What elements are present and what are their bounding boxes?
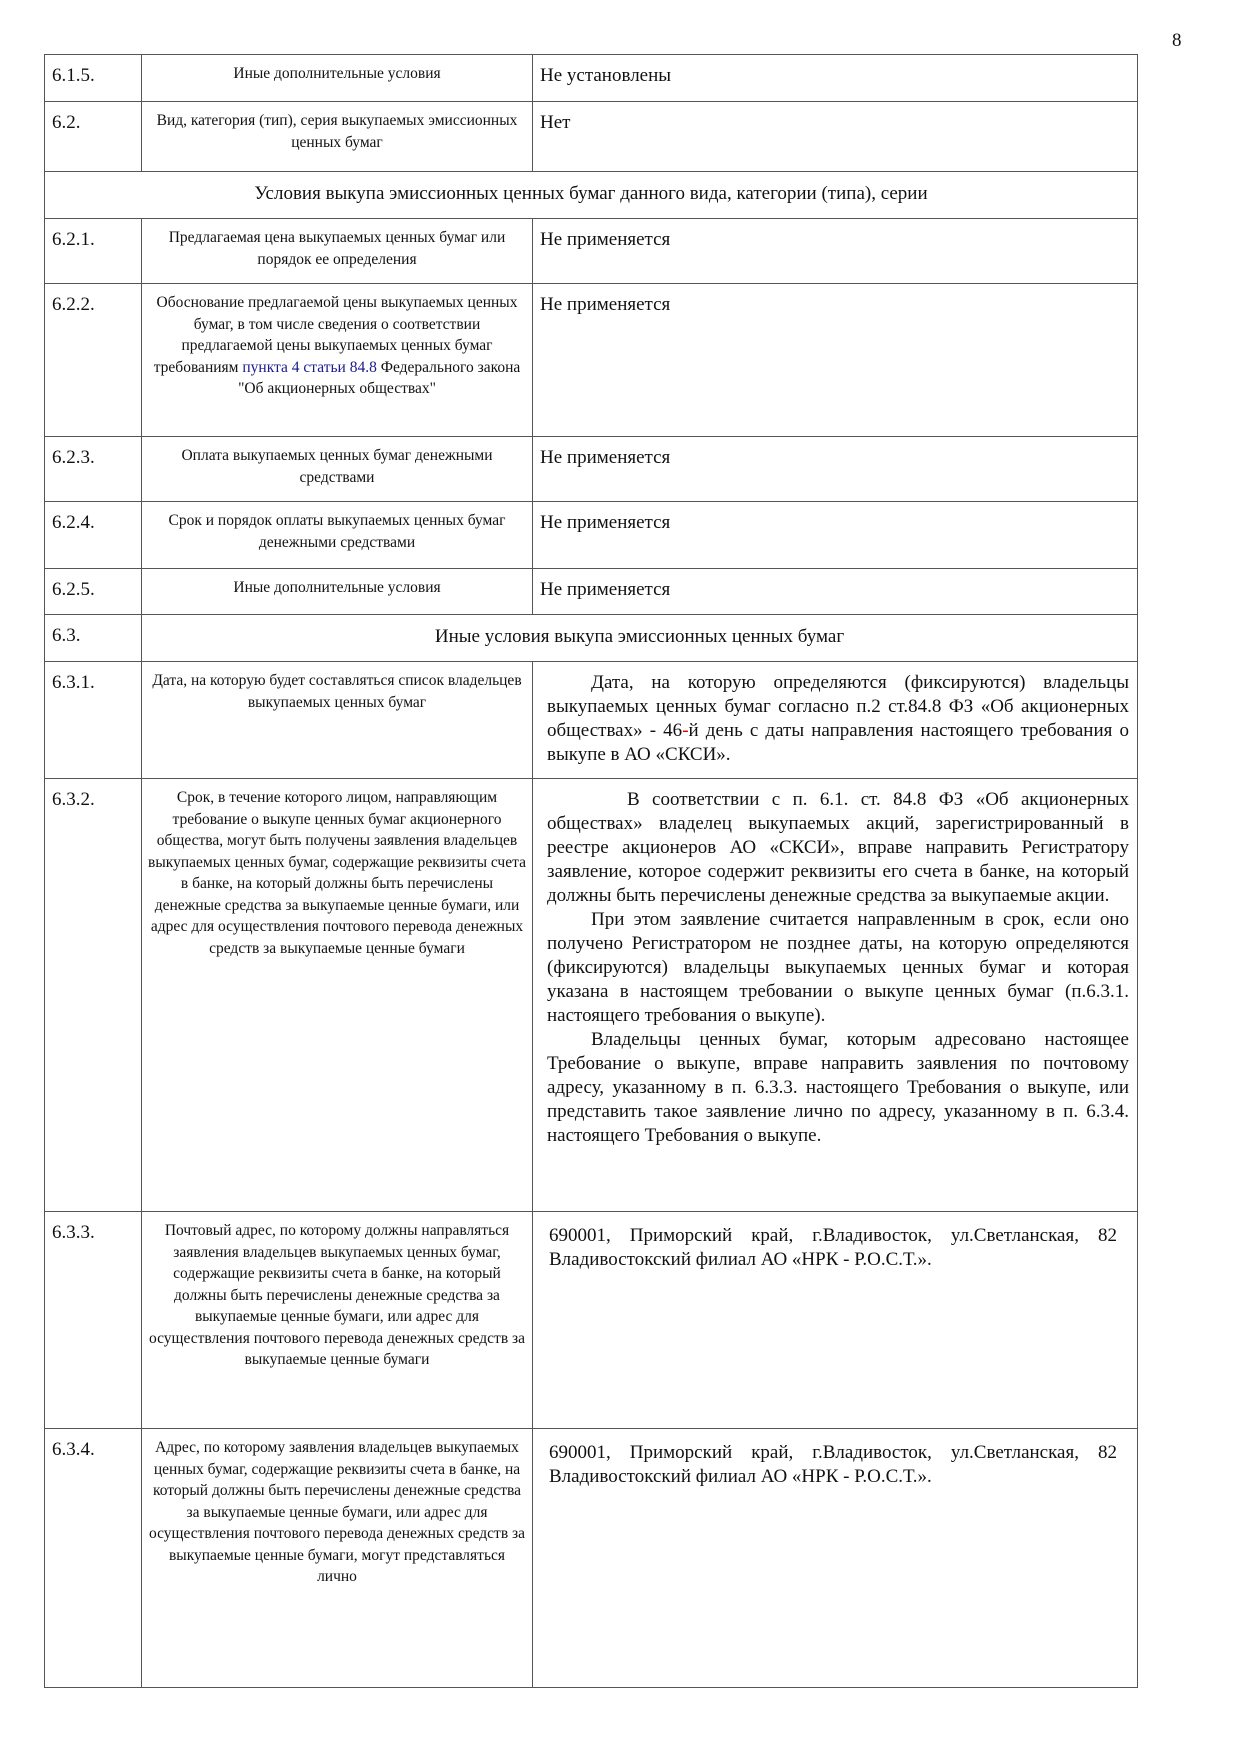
table-row <box>45 55 1138 102</box>
table-row <box>45 779 1138 1212</box>
table-row <box>45 1212 1138 1429</box>
row-value <box>533 779 1138 1212</box>
row-number: 6.3.2. <box>45 779 142 1212</box>
table-row <box>45 502 1138 569</box>
row-number: 6.1.5. <box>45 55 142 102</box>
label-text: Федерального закона "Об акционерных обществах" <box>238 358 521 397</box>
row-value: 690001, Приморский край, г.Владивосток, ул.Светланская, 82 Владивостокский филиал АО «НРК - Р.О.С.Т.». <box>533 1429 1138 1688</box>
row-label: Адрес, по которому заявления владельцев выкупаемых ценных бумаг, содержащие реквизиты счета в банке, на который должны быть перечислены денежные средства за выкупаемые ценные бумаги, или адрес для осуществления почтового перевода денежных средств за выкупаемые ценные бумаги, могут представляться лично <box>142 1429 533 1688</box>
section-header-row <box>45 615 1138 662</box>
row-number: 6.3.3. <box>45 1212 142 1429</box>
value-paragraph: При этом заявление считается направленным в срок, если оно получено Регистратором не позднее даты, на которую определяются (фиксируются) владельцы выкупаемых ценных бумаг и которая указана в настоящем требовании о выкупе ценных бумаг (п.6.3.1. настоящего требования о выкупе). <box>547 909 1129 1026</box>
table-row <box>45 284 1138 437</box>
value-text: й день с даты направления настоящего требования о выкупе в АО «СКСИ». <box>547 720 1130 765</box>
table-row <box>45 219 1138 284</box>
table-row <box>45 662 1138 779</box>
row-label <box>142 284 533 437</box>
table-row <box>45 569 1138 615</box>
row-value: Не применяется <box>533 502 1138 569</box>
row-label: Иные дополнительные условия <box>142 569 533 615</box>
value-text: Дата, на которую определяются (фиксируются) владельцы выкупаемых ценных бумаг согласно п.2 ст.84.8 ФЗ «Об акционерных обществах» - 46 <box>547 672 1129 741</box>
row-value: Не применяется <box>533 569 1138 615</box>
row-number: 6.2. <box>45 102 142 172</box>
row-label: Дата, на которую будет составляться список владельцев выкупаемых ценных бумаг <box>142 662 533 779</box>
law-reference-link[interactable]: пункта 4 статьи 84.8 <box>242 358 377 376</box>
table-row <box>45 1429 1138 1688</box>
section-header-row <box>45 172 1138 219</box>
row-value: Не установлены <box>533 55 1138 102</box>
value-paragraph: Владельцы ценных бумаг, которым адресовано настоящее Требование о выкупе, вправе направить заявления по почтовому адресу, указанному в п. 6.3.3. настоящего Требования о выкупе, или представить такое заявление лично по адресу, указанному в п. 6.3.4. настоящего Требования о выкупе. <box>547 1029 1129 1146</box>
row-label: Предлагаемая цена выкупаемых ценных бумаг или порядок ее определения <box>142 219 533 284</box>
row-number: 6.2.3. <box>45 437 142 502</box>
table-row <box>45 102 1138 172</box>
section-heading: Иные условия выкупа эмиссионных ценных бумаг <box>142 615 1138 662</box>
row-value: Не применяется <box>533 437 1138 502</box>
table-row <box>45 437 1138 502</box>
section-heading: Условия выкупа эмиссионных ценных бумаг данного вида, категории (типа), серии <box>45 172 1138 219</box>
redemption-terms-table <box>44 54 1138 1688</box>
row-value: Не применяется <box>533 284 1138 437</box>
row-number: 6.3. <box>45 615 142 662</box>
row-label: Срок и порядок оплаты выкупаемых ценных бумаг денежными средствами <box>142 502 533 569</box>
row-number: 6.2.5. <box>45 569 142 615</box>
page-number: 8 <box>1172 30 1182 51</box>
value-text-hyphen: - <box>682 720 689 741</box>
row-number: 6.2.2. <box>45 284 142 437</box>
label-text: Обоснование предлагаемой цены выкупаемых ценных бумаг, в том числе сведения о соответствии предлагаемой цены выкупаемых ценных бумаг требованиям <box>153 294 518 376</box>
row-value: Не применяется <box>533 219 1138 284</box>
row-value: 690001, Приморский край, г.Владивосток, ул.Светланская, 82 Владивостокский филиал АО «НРК - Р.О.С.Т.». <box>533 1212 1138 1429</box>
row-label: Вид, категория (тип), серия выкупаемых эмиссионных ценных бумаг <box>142 102 533 172</box>
row-value <box>533 662 1138 779</box>
row-number: 6.2.4. <box>45 502 142 569</box>
row-number: 6.3.1. <box>45 662 142 779</box>
row-value: Нет <box>533 102 1138 172</box>
row-label: Срок, в течение которого лицом, направляющим требование о выкупе ценных бумаг акционерного общества, могут быть получены заявления владельцев выкупаемых ценных бумаг, содержащие реквизиты счета в банке, на который должны быть перечислены денежные средства за выкупаемые ценные бумаги, или адрес для осуществления почтового перевода денежных средств за выкупаемые ценные бумаги <box>142 779 533 1212</box>
row-label: Почтовый адрес, по которому должны направляться заявления владельцев выкупаемых ценных бумаг, содержащие реквизиты счета в банке, на который должны быть перечислены денежные средства за выкупаемые ценные бумаги, или адрес для осуществления почтового перевода денежных средств за выкупаемые ценные бумаги <box>142 1212 533 1429</box>
row-label: Оплата выкупаемых ценных бумаг денежными средствами <box>142 437 533 502</box>
row-label: Иные дополнительные условия <box>142 55 533 102</box>
value-paragraph: В соответствии с п. 6.1. ст. 84.8 ФЗ «Об акционерных обществах» владелец выкупаемых акций, зарегистрированный в реестре акционеров АО «СКСИ», вправе направить Регистратору заявление, которое содержит реквизиты его счета в банке, на который должны быть перечислены денежные средства за выкупаемые акции. <box>547 789 1129 906</box>
row-number: 6.2.1. <box>45 219 142 284</box>
row-number: 6.3.4. <box>45 1429 142 1688</box>
